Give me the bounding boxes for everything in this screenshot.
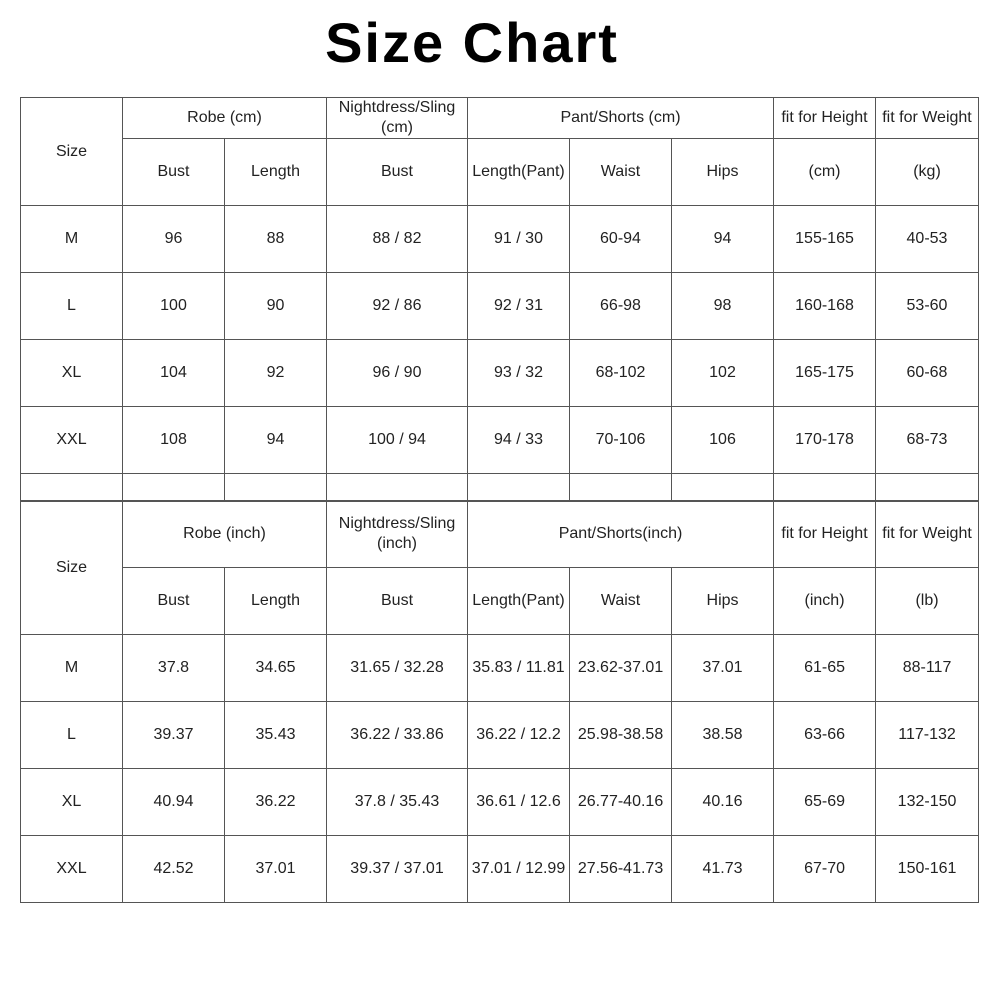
table-cell: 41.73 bbox=[672, 836, 774, 903]
empty-cell bbox=[225, 474, 327, 502]
subheader-cell: Waist bbox=[570, 568, 672, 635]
subheader-cell: (inch) bbox=[774, 568, 876, 635]
table-cell: 37.01 bbox=[225, 836, 327, 903]
table-cell: 42.52 bbox=[123, 836, 225, 903]
group-header-row bbox=[21, 98, 979, 139]
height-header: fit for Height bbox=[774, 501, 876, 568]
table-cell: 61-65 bbox=[774, 635, 876, 702]
subheader-cell: Length(Pant) bbox=[468, 139, 570, 206]
subheader-cell: (cm) bbox=[774, 139, 876, 206]
table-cell: 94 / 33 bbox=[468, 407, 570, 474]
subheader-cell: Bust bbox=[327, 568, 468, 635]
table-cell: 70-106 bbox=[570, 407, 672, 474]
table-cell: 88 / 82 bbox=[327, 206, 468, 273]
height-header: fit for Height bbox=[774, 98, 876, 139]
table-cell: 40-53 bbox=[876, 206, 979, 273]
subheader-cell: (lb) bbox=[876, 568, 979, 635]
pant-header: Pant/Shorts(inch) bbox=[468, 501, 774, 568]
weight-header: fit for Weight bbox=[876, 98, 979, 139]
empty-cell bbox=[672, 474, 774, 502]
table-cell: 38.58 bbox=[672, 702, 774, 769]
table-cell: 35.83 / 11.81 bbox=[468, 635, 570, 702]
table-row bbox=[21, 702, 979, 769]
table-cell: 68-102 bbox=[570, 340, 672, 407]
table-cell: 100 / 94 bbox=[327, 407, 468, 474]
table-cell: 40.16 bbox=[672, 769, 774, 836]
page-title: Size Chart bbox=[325, 11, 619, 74]
table-cell: XL bbox=[21, 340, 123, 407]
table-cell: XL bbox=[21, 769, 123, 836]
table-cell: 36.22 / 12.2 bbox=[468, 702, 570, 769]
table-cell: 67-70 bbox=[774, 836, 876, 903]
robe-header: Robe (inch) bbox=[123, 501, 327, 568]
table-cell: 37.8 / 35.43 bbox=[327, 769, 468, 836]
table-cell: XXL bbox=[21, 407, 123, 474]
table-cell: 34.65 bbox=[225, 635, 327, 702]
pant-header: Pant/Shorts (cm) bbox=[468, 98, 774, 139]
table-cell: 23.62-37.01 bbox=[570, 635, 672, 702]
table-cell: 104 bbox=[123, 340, 225, 407]
empty-cell bbox=[21, 474, 123, 502]
table-cell: 160-168 bbox=[774, 273, 876, 340]
table-cell: 53-60 bbox=[876, 273, 979, 340]
table-cell: 35.43 bbox=[225, 702, 327, 769]
subheader-cell: Hips bbox=[672, 568, 774, 635]
table-cell: M bbox=[21, 635, 123, 702]
table-cell: 92 / 86 bbox=[327, 273, 468, 340]
table-cell: XXL bbox=[21, 836, 123, 903]
table-cell: 132-150 bbox=[876, 769, 979, 836]
table-cell: 66-98 bbox=[570, 273, 672, 340]
table-row bbox=[21, 407, 979, 474]
table-cell: L bbox=[21, 702, 123, 769]
group-header-row bbox=[21, 501, 979, 568]
empty-cell bbox=[327, 474, 468, 502]
table-cell: 25.98-38.58 bbox=[570, 702, 672, 769]
subheader-row bbox=[21, 139, 979, 206]
table-row bbox=[21, 340, 979, 407]
spacer-row bbox=[21, 474, 979, 502]
table-cell: 36.61 / 12.6 bbox=[468, 769, 570, 836]
table-cell: 100 bbox=[123, 273, 225, 340]
table-cell: 39.37 bbox=[123, 702, 225, 769]
subheader-cell: Hips bbox=[672, 139, 774, 206]
subheader-cell: Length(Pant) bbox=[468, 568, 570, 635]
size-header: Size bbox=[21, 501, 123, 635]
table-cell: 27.56-41.73 bbox=[570, 836, 672, 903]
subheader-cell: Bust bbox=[327, 139, 468, 206]
table-cell: 92 bbox=[225, 340, 327, 407]
subheader-cell: Length bbox=[225, 568, 327, 635]
table-cell: 31.65 / 32.28 bbox=[327, 635, 468, 702]
table-row bbox=[21, 206, 979, 273]
empty-cell bbox=[123, 474, 225, 502]
table-row bbox=[21, 769, 979, 836]
table-cell: 63-66 bbox=[774, 702, 876, 769]
table-cell: 36.22 / 33.86 bbox=[327, 702, 468, 769]
table-row bbox=[21, 273, 979, 340]
robe-header: Robe (cm) bbox=[123, 98, 327, 139]
table-cell: 60-68 bbox=[876, 340, 979, 407]
empty-cell bbox=[570, 474, 672, 502]
table-cell: 170-178 bbox=[774, 407, 876, 474]
table-cell: 65-69 bbox=[774, 769, 876, 836]
subheader-cell: Length bbox=[225, 139, 327, 206]
empty-cell bbox=[876, 474, 979, 502]
subheader-row bbox=[21, 568, 979, 635]
subheader-cell: Waist bbox=[570, 139, 672, 206]
nightdress-header: Nightdress/Sling (cm) bbox=[327, 98, 468, 139]
table-row bbox=[21, 635, 979, 702]
table-cell: 37.01 bbox=[672, 635, 774, 702]
table-cell: 117-132 bbox=[876, 702, 979, 769]
table-cell: 165-175 bbox=[774, 340, 876, 407]
table-cell: 39.37 / 37.01 bbox=[327, 836, 468, 903]
table-cell: 36.22 bbox=[225, 769, 327, 836]
weight-header: fit for Weight bbox=[876, 501, 979, 568]
table-cell: 106 bbox=[672, 407, 774, 474]
table-cell: 88 bbox=[225, 206, 327, 273]
table-cell: M bbox=[21, 206, 123, 273]
table-cell: 88-117 bbox=[876, 635, 979, 702]
table-cell: 68-73 bbox=[876, 407, 979, 474]
empty-cell bbox=[774, 474, 876, 502]
table-cell: 60-94 bbox=[570, 206, 672, 273]
table-cell: 96 / 90 bbox=[327, 340, 468, 407]
nightdress-header: Nightdress/Sling (inch) bbox=[327, 501, 468, 568]
table-cell: 108 bbox=[123, 407, 225, 474]
table-cell: 94 bbox=[225, 407, 327, 474]
table-cell: L bbox=[21, 273, 123, 340]
table-cell: 91 / 30 bbox=[468, 206, 570, 273]
table-cell: 40.94 bbox=[123, 769, 225, 836]
table-cell: 102 bbox=[672, 340, 774, 407]
subheader-cell: (kg) bbox=[876, 139, 979, 206]
table-cell: 155-165 bbox=[774, 206, 876, 273]
table-cell: 96 bbox=[123, 206, 225, 273]
table-cell: 150-161 bbox=[876, 836, 979, 903]
table-row bbox=[21, 836, 979, 903]
table-cell: 93 / 32 bbox=[468, 340, 570, 407]
table-cell: 92 / 31 bbox=[468, 273, 570, 340]
size-table-inch bbox=[20, 500, 979, 903]
size-table-cm bbox=[20, 97, 979, 502]
table-cell: 26.77-40.16 bbox=[570, 769, 672, 836]
table-cell: 94 bbox=[672, 206, 774, 273]
subheader-cell: Bust bbox=[123, 139, 225, 206]
table-cell: 37.8 bbox=[123, 635, 225, 702]
table-cell: 90 bbox=[225, 273, 327, 340]
table-cell: 37.01 / 12.99 bbox=[468, 836, 570, 903]
empty-cell bbox=[468, 474, 570, 502]
subheader-cell: Bust bbox=[123, 568, 225, 635]
size-header: Size bbox=[21, 98, 123, 206]
table-cell: 98 bbox=[672, 273, 774, 340]
